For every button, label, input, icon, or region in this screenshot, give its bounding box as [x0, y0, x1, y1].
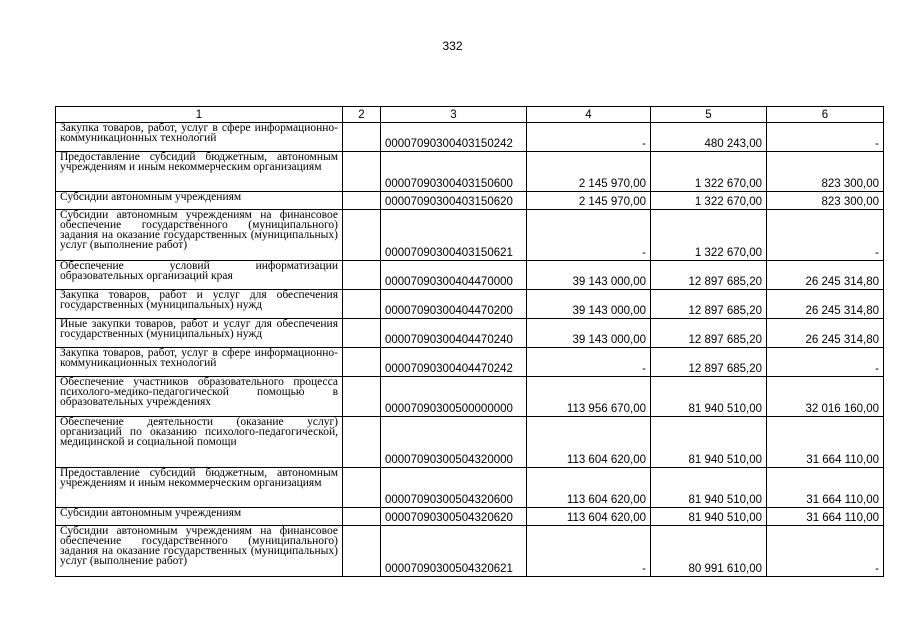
row-name: Закупка товаров, работ, услуг в сфере информационно-коммуникационных технологий	[56, 348, 343, 377]
row-name: Субсидии автономным учреждениям на финансовое обеспечение государственного (муниципального) задания на оказание государственных (муниципальных) услуг (выполнение работ)	[56, 526, 343, 577]
row-name: Предоставление субсидий бюджетным, автономным учреждениям и иным некоммерческим организациям	[56, 152, 343, 192]
row-col2	[343, 210, 381, 261]
table-row	[56, 261, 884, 290]
column-header-1: 1	[56, 107, 343, 123]
table-header-row	[56, 107, 884, 123]
row-value-col6: 31 664 110,00	[767, 417, 884, 468]
row-value-col5: 81 940 510,00	[651, 417, 767, 468]
row-value-col5: 1 322 670,00	[651, 152, 767, 192]
row-code: 00007090300504320620	[381, 508, 527, 526]
row-value-col4: 113 604 620,00	[527, 508, 651, 526]
table-row	[56, 468, 884, 508]
row-value-col6: -	[767, 123, 884, 152]
row-value-col5: 12 897 685,20	[651, 348, 767, 377]
row-code: 00007090300403150620	[381, 192, 527, 210]
row-name: Субсидии автономным учреждениям	[56, 508, 343, 526]
row-name: Закупка товаров, работ, услуг в сфере информационно-коммуникационных технологий	[56, 123, 343, 152]
row-code: 00007090300403150242	[381, 123, 527, 152]
row-name: Обеспечение условий информатизации образовательных организаций края	[56, 261, 343, 290]
row-col2	[343, 508, 381, 526]
table-row	[56, 377, 884, 417]
row-col2	[343, 377, 381, 417]
row-col2	[343, 526, 381, 577]
row-value-col5: 81 940 510,00	[651, 468, 767, 508]
row-name: Предоставление субсидий бюджетным, автономным учреждениям и иным некоммерческим организациям	[56, 468, 343, 508]
column-header-6: 6	[767, 107, 884, 123]
row-code: 00007090300504320621	[381, 526, 527, 577]
table-row	[56, 508, 884, 526]
row-value-col6: 26 245 314,80	[767, 290, 884, 319]
row-value-col4: -	[527, 348, 651, 377]
table-row	[56, 290, 884, 319]
column-header-3: 3	[381, 107, 527, 123]
row-col2	[343, 123, 381, 152]
row-value-col4: 39 143 000,00	[527, 261, 651, 290]
row-value-col6: 823 300,00	[767, 152, 884, 192]
table-row	[56, 210, 884, 261]
row-value-col4: 2 145 970,00	[527, 152, 651, 192]
row-value-col6: 32 016 160,00	[767, 377, 884, 417]
row-value-col6: -	[767, 348, 884, 377]
row-name: Субсидии автономным учреждениям	[56, 192, 343, 210]
table-row	[56, 319, 884, 348]
table-row	[56, 417, 884, 468]
column-header-2: 2	[343, 107, 381, 123]
row-col2	[343, 468, 381, 508]
row-code: 00007090300404470240	[381, 319, 527, 348]
row-value-col4: 113 604 620,00	[527, 468, 651, 508]
row-value-col5: 81 940 510,00	[651, 508, 767, 526]
row-value-col6: 823 300,00	[767, 192, 884, 210]
row-code: 00007090300403150600	[381, 152, 527, 192]
row-value-col5: 80 991 610,00	[651, 526, 767, 577]
column-header-4: 4	[527, 107, 651, 123]
row-value-col4: 39 143 000,00	[527, 319, 651, 348]
row-code: 00007090300404470000	[381, 261, 527, 290]
row-col2	[343, 261, 381, 290]
row-code: 00007090300504320600	[381, 468, 527, 508]
budget-table	[55, 106, 884, 577]
row-value-col5: 12 897 685,20	[651, 319, 767, 348]
column-header-5: 5	[651, 107, 767, 123]
row-value-col4: 39 143 000,00	[527, 290, 651, 319]
row-name: Обеспечение участников образовательного процесса психолого-медико-педагогической помощью в образовательных учреждениях	[56, 377, 343, 417]
row-value-col4: -	[527, 210, 651, 261]
page-number: 332	[442, 39, 463, 53]
row-col2	[343, 290, 381, 319]
row-value-col6: -	[767, 210, 884, 261]
row-code: 00007090300404470242	[381, 348, 527, 377]
table-row	[56, 152, 884, 192]
row-name: Иные закупки товаров, работ и услуг для обеспечения государственных (муниципальных) нужд	[56, 319, 343, 348]
row-col2	[343, 319, 381, 348]
row-value-col6: 26 245 314,80	[767, 319, 884, 348]
row-name: Субсидии автономным учреждениям на финансовое обеспечение государственного (муниципального) задания на оказание государственных (муниципальных) услуг (выполнение работ)	[56, 210, 343, 261]
table-row	[56, 123, 884, 152]
row-col2	[343, 152, 381, 192]
row-value-col6: 31 664 110,00	[767, 468, 884, 508]
row-value-col5: 81 940 510,00	[651, 377, 767, 417]
row-col2	[343, 348, 381, 377]
row-value-col5: 12 897 685,20	[651, 290, 767, 319]
row-code: 00007090300504320000	[381, 417, 527, 468]
row-name: Закупка товаров, работ и услуг для обеспечения государственных (муниципальных) нужд	[56, 290, 343, 319]
row-code: 00007090300403150621	[381, 210, 527, 261]
row-value-col5: 1 322 670,00	[651, 192, 767, 210]
row-value-col5: 12 897 685,20	[651, 261, 767, 290]
row-value-col4: 113 956 670,00	[527, 377, 651, 417]
row-value-col4: 113 604 620,00	[527, 417, 651, 468]
row-col2	[343, 192, 381, 210]
row-name: Обеспечение деятельности (оказание услуг) организаций по оказанию психолого-педагогической, медицинской и социальной помощи	[56, 417, 343, 468]
table-row	[56, 192, 884, 210]
table-row	[56, 348, 884, 377]
row-value-col5: 1 322 670,00	[651, 210, 767, 261]
row-value-col6: 31 664 110,00	[767, 508, 884, 526]
row-value-col4: 2 145 970,00	[527, 192, 651, 210]
row-value-col6: 26 245 314,80	[767, 261, 884, 290]
row-code: 00007090300500000000	[381, 377, 527, 417]
row-value-col5: 480 243,00	[651, 123, 767, 152]
row-value-col4: -	[527, 123, 651, 152]
row-value-col4: -	[527, 526, 651, 577]
row-code: 00007090300404470200	[381, 290, 527, 319]
row-col2	[343, 417, 381, 468]
row-value-col6: -	[767, 526, 884, 577]
table-row	[56, 526, 884, 577]
